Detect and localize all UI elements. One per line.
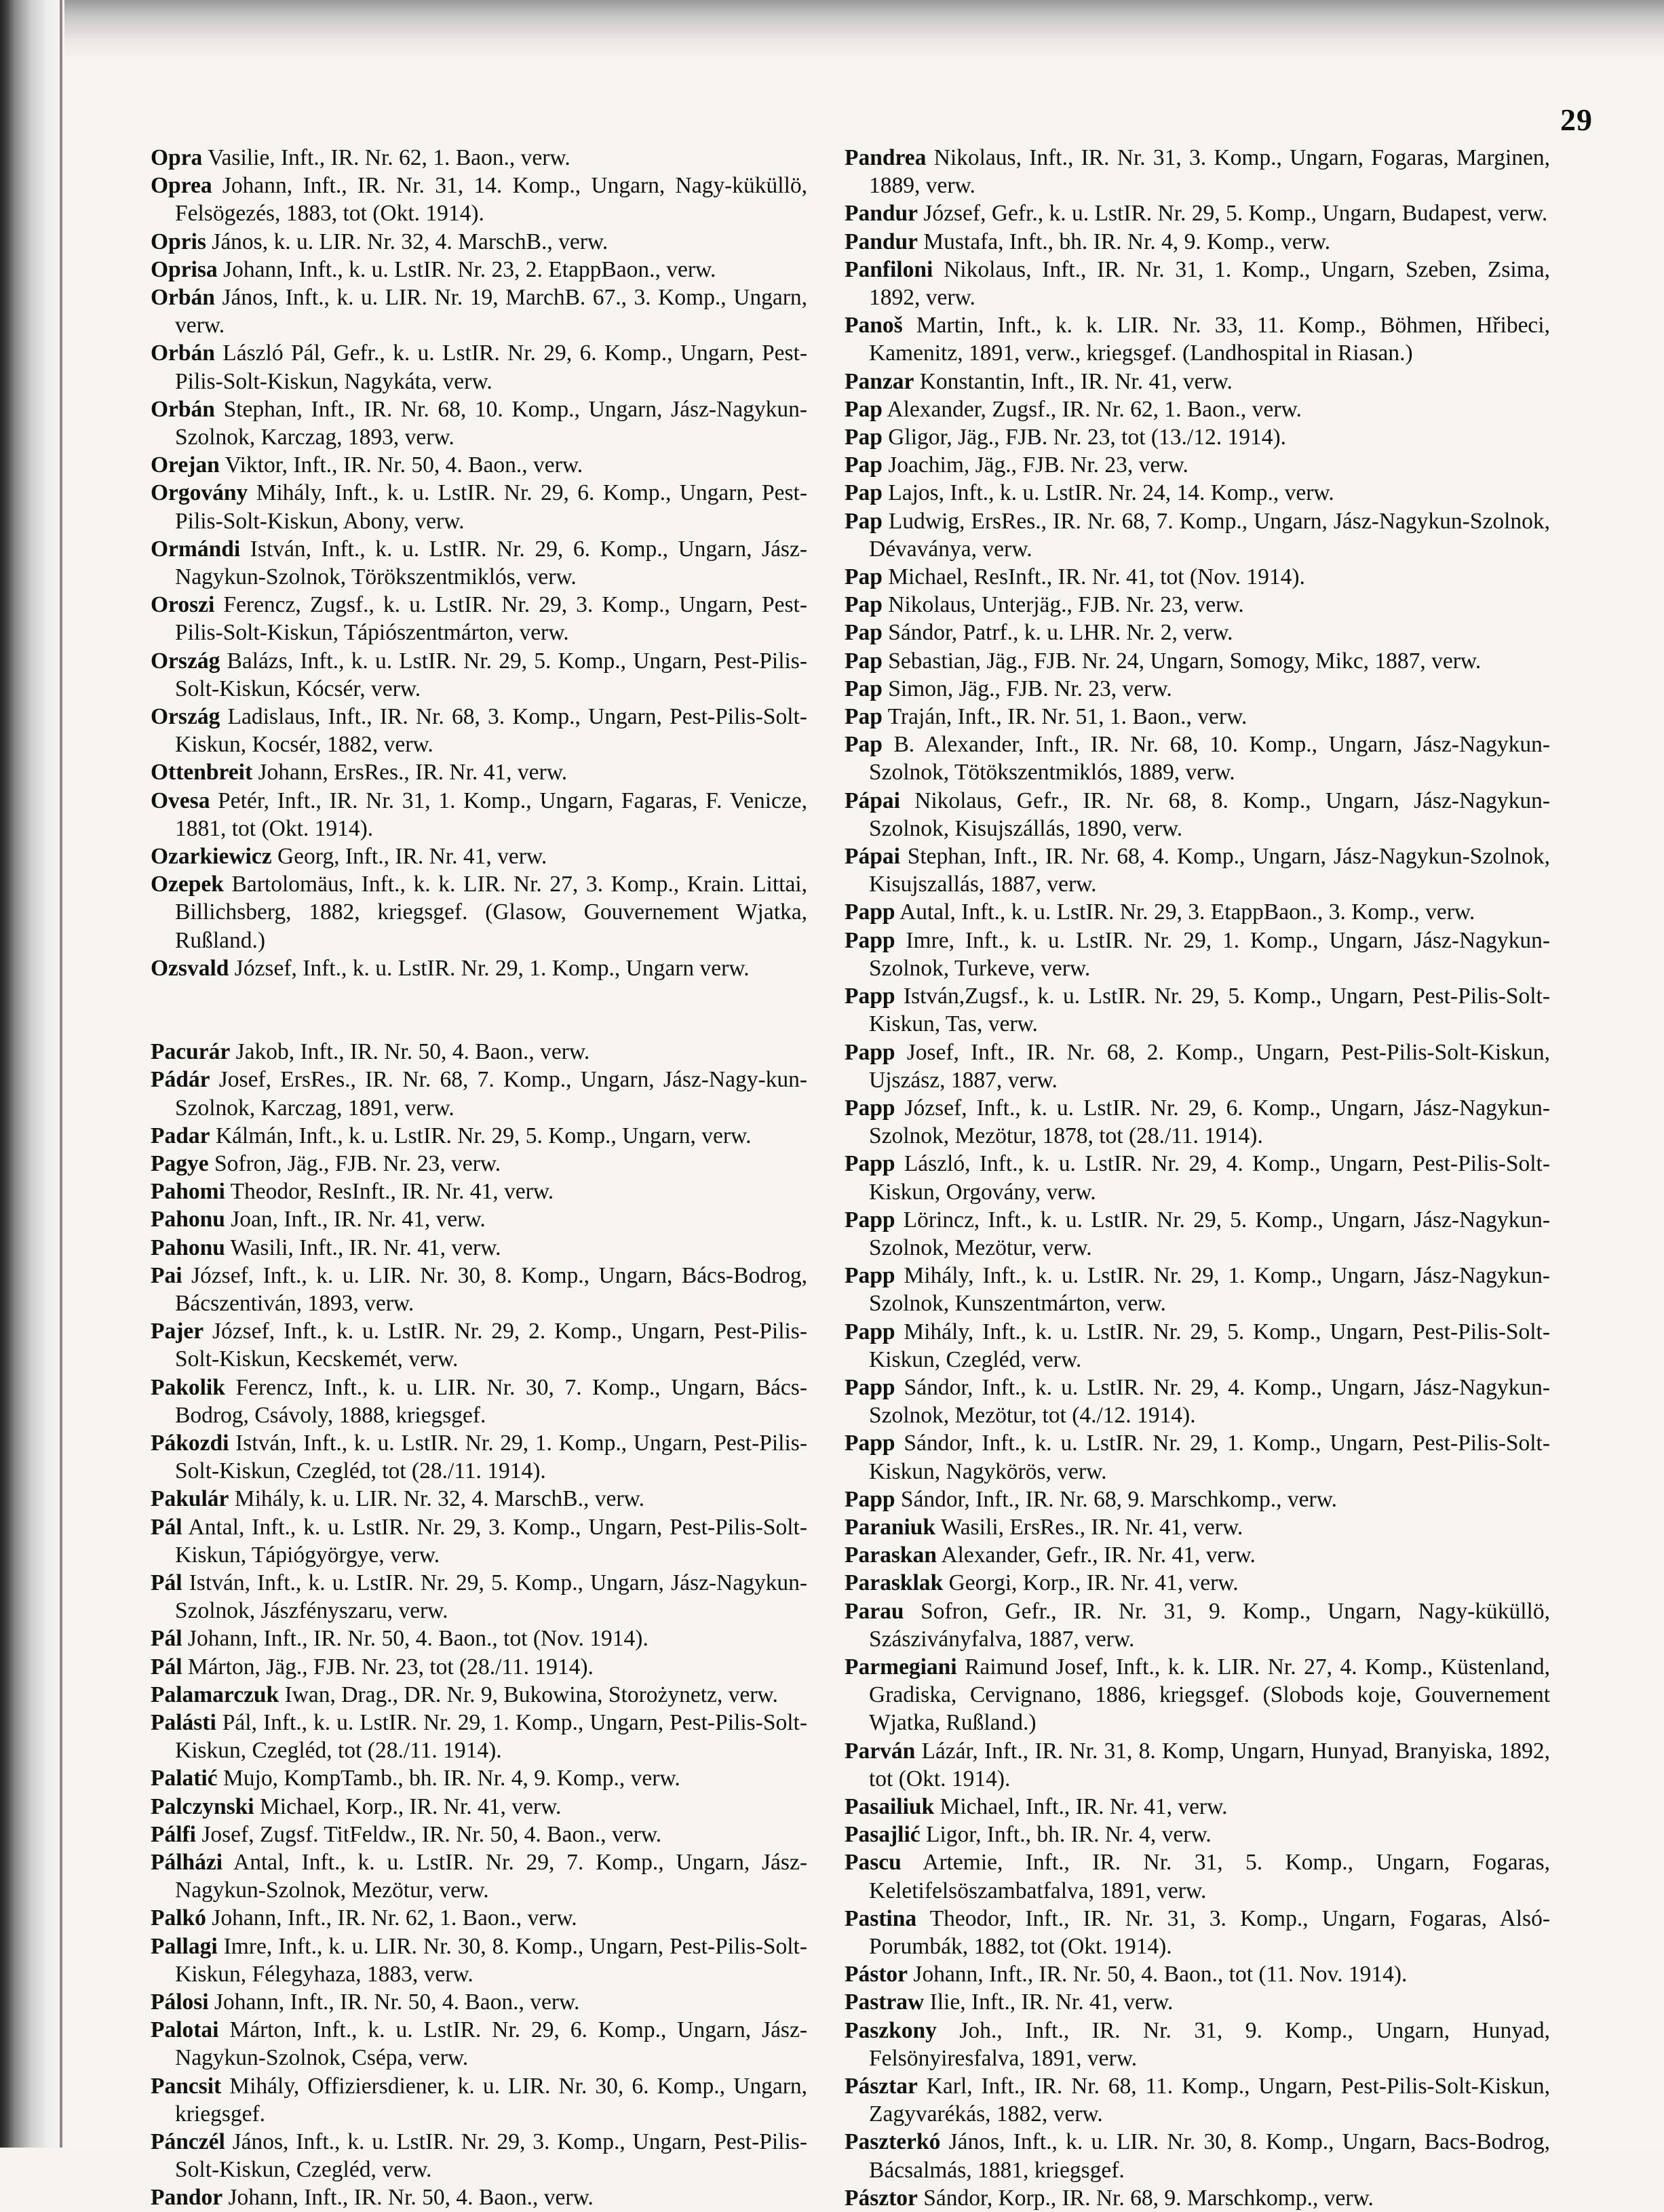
entry-surname: Paraniuk xyxy=(845,1514,936,1540)
entry-details: István, Inft., k. u. LstIR. Nr. 29, 1. Komp., Ungarn, Pest-Pilis-Solt-Kiskun, Czegléd, tot (28./11. 1914). xyxy=(175,1430,807,1484)
register-entry xyxy=(845,731,1550,786)
entry-surname: Pálfi xyxy=(151,1821,196,1847)
entry-surname: Pajer xyxy=(151,1319,204,1344)
register-entry xyxy=(151,1205,807,1233)
register-entry xyxy=(151,870,807,954)
entry-surname: Paszterkó xyxy=(845,2129,941,2155)
register-entry xyxy=(845,898,1550,926)
entry-surname: Oprea xyxy=(151,173,212,199)
register-entry xyxy=(845,199,1550,227)
register-entry xyxy=(151,228,807,256)
entry-details: Nikolaus, Unterjäg., FJB. Nr. 23, verw. xyxy=(882,592,1244,618)
entry-details: Johann, Inft., IR. Nr. 31, 14. Komp., Ungarn, Nagy-küküllö, Felsögezés, 1883, tot (Okt. 1914). xyxy=(175,173,807,227)
register-entry xyxy=(845,787,1550,842)
entry-details: Nikolaus, Inft., IR. Nr. 31, 1. Komp., Ungarn, Szeben, Zsima, 1892, verw. xyxy=(869,256,1550,311)
register-entry xyxy=(151,2016,807,2072)
register-entry xyxy=(845,703,1550,731)
entry-surname: Ozsvald xyxy=(151,955,229,981)
entry-details: Bartolomäus, Inft., k. k. LIR. Nr. 27, 3. Komp., Krain. Littai, Billichsberg, 1882, kriegsgef. (Glasow, Gouvernement Wjatka, Rußland.) xyxy=(175,872,807,953)
entry-details: Petér, Inft., IR. Nr. 31, 1. Komp., Ungarn, Fagaras, F. Venicze, 1881, tot (Okt. 1914). xyxy=(175,788,807,841)
register-entry xyxy=(151,1848,807,1904)
entry-surname: Papp xyxy=(845,1151,895,1177)
register-entry xyxy=(845,1848,1550,1904)
register-entry xyxy=(845,144,1550,199)
entry-details: Michael, ResInft., IR. Nr. 41, tot (Nov. 1914). xyxy=(882,564,1305,590)
entry-surname: Pápai xyxy=(845,788,900,813)
entry-surname: Pakulár xyxy=(151,1486,229,1512)
entry-surname: Papp xyxy=(845,1039,895,1065)
register-entry xyxy=(845,1262,1550,1317)
entry-surname: Pap xyxy=(845,425,883,450)
entry-details: Stephan, Inft., IR. Nr. 68, 10. Komp., Ungarn, Jász-Nagykun-Szolnok, Karczag, 1893, verw. xyxy=(175,396,807,450)
entry-surname: Pap xyxy=(845,508,883,534)
register-entry xyxy=(845,1821,1550,1848)
entry-surname: Pai xyxy=(151,1262,182,1288)
entry-surname: Papp xyxy=(845,1207,895,1233)
entry-details: Sándor, Inft., k. u. LstIR. Nr. 29, 1. Komp., Ungarn, Pest-Pilis-Solt-Kiskun, Nagykörös, verw. xyxy=(869,1431,1550,1484)
register-entry xyxy=(845,479,1550,507)
register-entry xyxy=(151,144,807,172)
entry-details: János, Inft., k. u. LstIR. Nr. 29, 3. Komp., Ungarn, Pest-Pilis-Solt-Kiskun, Czegléd, verw. xyxy=(175,2129,807,2183)
register-entry xyxy=(151,395,807,451)
entry-surname: Pásztar xyxy=(845,2074,918,2099)
entry-surname: Ovesa xyxy=(151,788,210,813)
register-entry xyxy=(151,172,807,227)
entry-details: József, Gefr., k. u. LstIR. Nr. 29, 5. Komp., Ungarn, Budapest, verw. xyxy=(917,201,1548,227)
register-entry xyxy=(845,1318,1550,1374)
register-entry xyxy=(845,1094,1550,1150)
entry-surname: Orbán xyxy=(151,341,215,366)
entry-details: Jakob, Inft., IR. Nr. 50, 4. Baon., verw. xyxy=(230,1039,590,1065)
entry-surname: Pandrea xyxy=(845,145,927,170)
entry-surname: Pap xyxy=(845,564,883,590)
entry-details: Ladislaus, Inft., IR. Nr. 68, 3. Komp., Ungarn, Pest-Pilis-Solt-Kiskun, Kocsér, 1882, verw. xyxy=(175,704,807,758)
entry-surname: Pap xyxy=(845,396,883,422)
entry-surname: Pástor xyxy=(845,1962,908,1987)
entry-details: Nikolaus, Gefr., IR. Nr. 68, 8. Komp., Ungarn, Jász-Nagykun-Szolnok, Kisujszállás, 1890, verw. xyxy=(869,788,1550,841)
register-entry xyxy=(151,1569,807,1625)
entry-surname: Pádár xyxy=(151,1067,210,1093)
entry-surname: Pandur xyxy=(845,201,918,227)
register-entry xyxy=(845,1150,1550,1205)
entry-details: Wasili, ErsRes., IR. Nr. 41, verw. xyxy=(935,1514,1243,1540)
entry-details: Antal, Inft., k. u. LstIR. Nr. 29, 7. Komp., Ungarn, Jász-Nagykun-Szolnok, Mezötur, verw. xyxy=(175,1849,807,1903)
register-entry xyxy=(845,1653,1550,1737)
entry-surname: Pálosi xyxy=(151,1990,209,2015)
entry-details: Mujo, KompTamb., bh. IR. Nr. 4, 9. Komp., verw. xyxy=(217,1766,680,1791)
register-entry xyxy=(151,1150,807,1178)
entry-details: János, Inft., k. u. LIR. Nr. 30, 8. Komp., Ungarn, Bacs-Bodrog, Bácsalmás, 1881, kriegsgef. xyxy=(869,2129,1550,2183)
entry-surname: Pál xyxy=(151,1514,182,1540)
entry-surname: Orejan xyxy=(151,452,220,478)
entry-details: Nikolaus, Inft., IR. Nr. 31, 3. Komp., Ungarn, Fogaras, Marginen, 1889, verw. xyxy=(869,145,1550,199)
entry-surname: Palczynski xyxy=(151,1793,254,1819)
entry-surname: Pap xyxy=(845,620,883,646)
register-entry xyxy=(845,1793,1550,1821)
entry-details: Josef, Inft., IR. Nr. 68, 2. Komp., Ungarn, Pest-Pilis-Solt-Kiskun, Ujszász, 1887, verw. xyxy=(869,1039,1550,1093)
entry-surname: Papp xyxy=(845,984,895,1009)
entry-surname: Palatić xyxy=(151,1766,218,1791)
entry-details: Stephan, Inft., IR. Nr. 68, 4. Komp., Ungarn, Jász-Nagykun-Szolnok, Kisujszallás, 1887, verw. xyxy=(869,844,1550,897)
entry-details: Lörincz, Inft., k. u. LstIR. Nr. 29, 5. Komp., Ungarn, Jász-Nagykun-Szolnok, Mezötur, verw. xyxy=(869,1207,1550,1260)
register-entry xyxy=(151,1821,807,1848)
entry-details: Autal, Inft., k. u. LstIR. Nr. 29, 3. EtappBaon., 3. Komp., verw. xyxy=(895,899,1475,925)
entry-details: Mihály, Offiziersdiener, k. u. LIR. Nr. 30, 6. Komp., Ungarn, kriegsgef. xyxy=(175,2073,807,2127)
entry-details: Iwan, Drag., DR. Nr. 9, Bukowina, Storożynetz, verw. xyxy=(279,1682,778,1707)
entry-surname: Papp xyxy=(845,927,895,953)
register-entry xyxy=(151,1066,807,1121)
register-entry xyxy=(845,256,1550,311)
entry-surname: Padar xyxy=(151,1123,210,1148)
entry-details: Sándor, Korp., IR. Nr. 68, 9. Marschkomp., verw. xyxy=(917,2185,1374,2211)
register-entry xyxy=(151,1485,807,1513)
entry-details: Sándor, Patrf., k. u. LHR. Nr. 2, verw. xyxy=(882,620,1233,646)
entry-details: Josef, ErsRes., IR. Nr. 68, 7. Komp., Ungarn, Jász-Nagy-kun-Szolnok, Karczag, 1891, verw. xyxy=(175,1067,807,1121)
entry-details: Johann, Inft., IR. Nr. 62, 1. Baon., verw. xyxy=(206,1905,577,1931)
entry-details: Mustafa, Inft., bh. IR. Nr. 4, 9. Komp., verw. xyxy=(917,229,1331,254)
register-entry xyxy=(845,1513,1550,1541)
register-entry xyxy=(845,368,1550,395)
entry-details: Johann, Inft., IR. Nr. 50, 4. Baon., verw. xyxy=(222,2185,594,2211)
register-entry xyxy=(845,982,1550,1038)
register-entry xyxy=(845,1541,1550,1569)
entry-details: Artemie, Inft., IR. Nr. 31, 5. Komp., Ungarn, Fogaras, Keletifelsöszambatfalva, 1891, verw. xyxy=(869,1850,1550,1903)
register-entry xyxy=(845,228,1550,256)
register-entry xyxy=(151,2072,807,2128)
register-entry xyxy=(151,1709,807,1764)
section-gap xyxy=(151,982,807,1038)
register-entry xyxy=(845,507,1550,563)
entry-details: Gligor, Jäg., FJB. Nr. 23, tot (13./12. 1914). xyxy=(882,425,1287,450)
entry-surname: Pastraw xyxy=(845,1990,925,2015)
register-entry xyxy=(151,1625,807,1652)
register-entry xyxy=(845,1486,1550,1513)
entry-surname: Palásti xyxy=(151,1709,216,1735)
entry-surname: Ozepek xyxy=(151,872,224,897)
scan-top-shadow xyxy=(0,0,1664,61)
entry-details: Georgi, Korp., IR. Nr. 41, verw. xyxy=(943,1570,1239,1596)
entry-surname: Pap xyxy=(845,480,883,506)
entry-surname: Pallagi xyxy=(151,1933,218,1959)
entry-details: István,Zugsf., k. u. LstIR. Nr. 29, 5. Komp., Ungarn, Pest-Pilis-Solt-Kiskun, Tas, verw. xyxy=(869,984,1550,1037)
entry-surname: Pahonu xyxy=(151,1207,225,1233)
entry-details: Johann, Inft., IR. Nr. 50, 4. Baon., tot (Nov. 1914). xyxy=(182,1626,649,1652)
entry-details: B. Alexander, Inft., IR. Nr. 68, 10. Komp., Ungarn, Jász-Nagykun-Szolnok, Tötökszentmiklós, 1889, verw. xyxy=(869,732,1550,785)
entry-surname: Ormándi xyxy=(151,536,241,562)
entry-details: Kálmán, Inft., k. u. LstIR. Nr. 29, 5. Komp., Ungarn, verw. xyxy=(210,1123,752,1148)
entry-surname: Orgovány xyxy=(151,480,248,506)
entry-details: Theodor, Inft., IR. Nr. 31, 3. Komp., Ungarn, Fogaras, Alsó-Porumbák, 1882, tot (Okt. 1914). xyxy=(869,1905,1550,1959)
register-entry xyxy=(151,1653,807,1681)
register-entry xyxy=(845,423,1550,451)
entry-surname: Pápai xyxy=(845,844,900,870)
entry-details: Balázs, Inft., k. u. LstIR. Nr. 29, 5. Komp., Ungarn, Pest-Pilis-Solt-Kiskun, Kócsér, verw. xyxy=(175,648,807,701)
entry-surname: Palotai xyxy=(151,2017,219,2043)
entry-details: Johann, Inft., IR. Nr. 50, 4. Baon., tot (11. Nov. 1914). xyxy=(908,1962,1408,1987)
entry-surname: Pálházi xyxy=(151,1849,223,1875)
register-entry xyxy=(151,758,807,786)
entry-details: Sebastian, Jäg., FJB. Nr. 24, Ungarn, Somogy, Mikc, 1887, verw. xyxy=(882,648,1482,674)
entry-surname: Palkó xyxy=(151,1905,206,1931)
scan-binding-shadow xyxy=(0,0,64,2148)
entry-surname: Pap xyxy=(845,732,883,758)
entry-surname: Pandur xyxy=(845,229,918,254)
page-number: 29 xyxy=(1560,102,1593,137)
entry-details: Mihály, Inft., k. u. LstIR. Nr. 29, 5. Komp., Ungarn, Pest-Pilis-Solt-Kiskun, Czegléd, verw. xyxy=(869,1319,1550,1372)
register-entry xyxy=(845,1569,1550,1597)
register-entry xyxy=(845,311,1550,367)
entry-surname: Papp xyxy=(845,1431,895,1456)
entry-details: Imre, Inft., k. u. LstIR. Nr. 29, 1. Komp., Ungarn, Jász-Nagykun-Szolnok, Turkeve, verw. xyxy=(869,927,1550,981)
register-entry xyxy=(845,647,1550,675)
entry-details: József, Inft., k. u. LstIR. Nr. 29, 2. Komp., Ungarn, Pest-Pilis-Solt-Kiskun, Kecskemét, verw. xyxy=(175,1319,807,1372)
entry-details: Michael, Korp., IR. Nr. 41, verw. xyxy=(254,1793,562,1819)
register-entry xyxy=(151,591,807,646)
entry-details: Ferencz, Zugsf., k. u. LstIR. Nr. 29, 3. Komp., Ungarn, Pest-Pilis-Solt-Kiskun, Tápiószentmárton, verw. xyxy=(175,592,807,646)
entry-details: Mihály, Inft., k. u. LstIR. Nr. 29, 1. Komp., Ungarn, Jász-Nagykun-Szolnok, Kunszentmárton, verw. xyxy=(869,1263,1550,1317)
entry-details: Johann, ErsRes., IR. Nr. 41, verw. xyxy=(252,760,568,785)
entry-surname: Pastina xyxy=(845,1905,917,1931)
entry-surname: Opra xyxy=(151,145,203,170)
entry-details: Johann, Inft., k. u. LstIR. Nr. 23, 2. EtappBaon., verw. xyxy=(217,256,716,282)
register-entry xyxy=(845,619,1550,646)
entry-surname: Papp xyxy=(845,1319,895,1344)
entry-surname: Pap xyxy=(845,676,883,701)
entry-surname: Orbán xyxy=(151,285,215,311)
register-entry xyxy=(151,1374,807,1429)
entry-surname: Ozarkiewicz xyxy=(151,844,272,870)
entry-surname: Parau xyxy=(845,1598,904,1624)
entry-details: János, Inft., k. u. LIR. Nr. 19, MarchB. 67., 3. Komp., Ungarn, verw. xyxy=(175,285,807,338)
entry-details: Sofron, Gefr., IR. Nr. 31, 9. Komp., Ungarn, Nagy-küküllö, Szásziványfalva, 1887, verw. xyxy=(869,1598,1550,1652)
register-entry xyxy=(845,1039,1550,1094)
right-column xyxy=(845,144,1550,2212)
entry-surname: Pásztor xyxy=(845,2185,918,2211)
register-entry xyxy=(845,2184,1550,2212)
entry-details: Sándor, Inft., k. u. LstIR. Nr. 29, 4. Komp., Ungarn, Jász-Nagykun-Szolnok, Mezötur, tot (4./12. 1914). xyxy=(869,1374,1550,1429)
register-entry xyxy=(151,1988,807,2016)
scan-binding-line xyxy=(60,0,62,2148)
entry-surname: Oroszi xyxy=(151,592,215,618)
entry-details: Mihály, k. u. LIR. Nr. 32, 4. MarschB., verw. xyxy=(229,1486,644,1512)
entry-surname: Panoš xyxy=(845,313,903,338)
register-entry xyxy=(845,1737,1550,1793)
register-entry xyxy=(151,2128,807,2184)
entry-details: Joachim, Jäg., FJB. Nr. 23, verw. xyxy=(882,452,1188,478)
entry-details: Michael, Inft., IR. Nr. 41, verw. xyxy=(934,1793,1228,1819)
entry-details: Lajos, Inft., k. u. LstIR. Nr. 24, 14. Komp., verw. xyxy=(882,480,1334,506)
register-entry xyxy=(151,1038,807,1066)
register-entry xyxy=(151,1513,807,1569)
register-entry xyxy=(845,591,1550,619)
entry-surname: Pagye xyxy=(151,1150,209,1176)
register-entry xyxy=(151,1933,807,1988)
entry-surname: Parmegiani xyxy=(845,1654,957,1680)
entry-details: Karl, Inft., IR. Nr. 68, 11. Komp., Ungarn, Pest-Pilis-Solt-Kiskun, Zagyvarékás, 1882, verw. xyxy=(869,2074,1550,2127)
entry-surname: Pap xyxy=(845,704,883,730)
entry-details: István, Inft., k. u. LstIR. Nr. 29, 5. Komp., Ungarn, Jász-Nagykun-Szolnok, Jászfényszaru, verw. xyxy=(175,1570,807,1624)
entry-details: Konstantin, Inft., IR. Nr. 41, verw. xyxy=(914,368,1233,394)
entry-details: Antal, Inft., k. u. LstIR. Nr. 29, 3. Komp., Ungarn, Pest-Pilis-Solt-Kiskun, Tápiógyörgye, verw. xyxy=(175,1514,807,1568)
entry-surname: Pál xyxy=(151,1626,182,1652)
entry-details: István, Inft., k. u. LstIR. Nr. 29, 6. Komp., Ungarn, Jász-Nagykun-Szolnok, Törökszentmiklós, verw. xyxy=(175,536,807,590)
entry-surname: Papp xyxy=(845,1374,895,1400)
entry-surname: Oprisa xyxy=(151,256,218,282)
entry-details: Martin, Inft., k. k. LIR. Nr. 33, 11. Komp., Böhmen, Hřibeci, Kamenitz, 1891, verw., kriegsgef. (Landhospital in Riasan.) xyxy=(869,313,1550,366)
entry-surname: Ország xyxy=(151,648,220,674)
entry-details: Georg, Inft., IR. Nr. 41, verw. xyxy=(271,844,547,870)
entry-surname: Pánczél xyxy=(151,2129,225,2155)
entry-details: László Pál, Gefr., k. u. LstIR. Nr. 29, 6. Komp., Ungarn, Pest-Pilis-Solt-Kiskun, Nagykáta, verw. xyxy=(175,341,807,394)
register-entry xyxy=(845,1597,1550,1653)
entry-surname: Papp xyxy=(845,1095,895,1121)
entry-surname: Pál xyxy=(151,1570,182,1595)
register-entry xyxy=(845,842,1550,898)
register-entry xyxy=(845,2128,1550,2184)
entry-surname: Paraskan xyxy=(845,1542,937,1568)
entry-surname: Pakolik xyxy=(151,1374,225,1400)
entry-details: Ligor, Inft., bh. IR. Nr. 4, verw. xyxy=(920,1822,1212,1848)
entry-surname: Parván xyxy=(845,1738,916,1764)
entry-surname: Panzar xyxy=(845,368,914,394)
register-entry xyxy=(151,1317,807,1373)
entry-surname: Pasailiuk xyxy=(845,1793,935,1819)
entry-surname: Pacurár xyxy=(151,1039,231,1065)
register-entry xyxy=(151,954,807,982)
register-entry xyxy=(845,1905,1550,1960)
register-entry xyxy=(845,2072,1550,2128)
entry-surname: Pancsit xyxy=(151,2073,222,2099)
register-entry xyxy=(151,2184,807,2211)
register-entry xyxy=(151,1122,807,1150)
entry-details: János, k. u. LIR. Nr. 32, 4. MarschB., verw. xyxy=(206,229,608,254)
register-entry xyxy=(845,1988,1550,2016)
register-entry xyxy=(151,535,807,591)
register-entry xyxy=(151,1429,807,1485)
register-entry xyxy=(151,1234,807,1262)
entry-details: Joan, Inft., IR. Nr. 41, verw. xyxy=(225,1207,486,1233)
register-entry xyxy=(151,1262,807,1317)
register-entry xyxy=(845,395,1550,423)
register-entry xyxy=(845,927,1550,982)
register-entry xyxy=(151,647,807,703)
register-entry xyxy=(845,451,1550,479)
register-entry xyxy=(845,675,1550,703)
register-entry xyxy=(151,1904,807,1932)
register-entry xyxy=(151,1793,807,1821)
entry-surname: Pasajlić xyxy=(845,1822,921,1848)
entry-surname: Papp xyxy=(845,1263,895,1289)
register-entry xyxy=(845,1206,1550,1262)
entry-details: Ilie, Inft., IR. Nr. 41, verw. xyxy=(924,1990,1174,2015)
entry-surname: Papp xyxy=(845,1486,895,1512)
left-column xyxy=(151,144,807,2212)
entry-details: Sándor, Inft., IR. Nr. 68, 9. Marschkomp., verw. xyxy=(895,1486,1337,1512)
register-entry xyxy=(845,1374,1550,1429)
entry-details: Imre, Inft., k. u. LIR. Nr. 30, 8. Komp., Ungarn, Pest-Pilis-Solt-Kiskun, Félegyhaza, 1883, verw. xyxy=(175,1933,807,1987)
register-entry xyxy=(845,563,1550,591)
entry-details: Simon, Jäg., FJB. Nr. 23, verw. xyxy=(882,676,1172,701)
entry-details: Mihály, Inft., k. u. LstIR. Nr. 29, 6. Komp., Ungarn, Pest-Pilis-Solt-Kiskun, Abony, verw. xyxy=(175,480,807,534)
entry-surname: Pap xyxy=(845,648,883,674)
entry-surname: Pap xyxy=(845,452,883,478)
entry-details: József, Inft., k. u. LstIR. Nr. 29, 6. Komp., Ungarn, Jász-Nagykun-Szolnok, Mezötur, 1878, tot (28./11. 1914). xyxy=(869,1095,1550,1149)
entry-details: Josef, Zugsf. TitFeldw., IR. Nr. 50, 4. Baon., verw. xyxy=(195,1821,662,1847)
entry-surname: Parasklak xyxy=(845,1570,944,1596)
entry-details: Theodor, ResInft., IR. Nr. 41, verw. xyxy=(225,1179,554,1205)
register-entry xyxy=(151,1681,807,1709)
register-entry xyxy=(151,451,807,479)
entry-details: Márton, Jäg., FJB. Nr. 23, tot (28./11. 1914). xyxy=(182,1654,594,1680)
entry-surname: Pahomi xyxy=(151,1179,225,1205)
entry-details: József, Inft., k. u. LIR. Nr. 30, 8. Komp., Ungarn, Bács-Bodrog, Bácszentiván, 1893, verw. xyxy=(175,1262,807,1316)
entry-details: Ferencz, Inft., k. u. LIR. Nr. 30, 7. Komp., Ungarn, Bács-Bodrog, Csávoly, 1888, kriegsgef. xyxy=(175,1374,807,1428)
entry-surname: Pascu xyxy=(845,1850,902,1876)
entry-details: Márton, Inft., k. u. LstIR. Nr. 29, 6. Komp., Ungarn, Jász-Nagykun-Szolnok, Csépa, verw. xyxy=(175,2017,807,2071)
entry-details: József, Inft., k. u. LstIR. Nr. 29, 1. Komp., Ungarn verw. xyxy=(229,955,750,981)
register-entry xyxy=(151,842,807,870)
register-entry xyxy=(151,479,807,535)
entry-surname: Ország xyxy=(151,704,220,730)
entry-surname: Opris xyxy=(151,229,206,254)
entry-surname: Ottenbreit xyxy=(151,760,253,785)
entry-details: Traján, Inft., IR. Nr. 51, 1. Baon., verw. xyxy=(882,704,1247,730)
entry-details: László, Inft., k. u. LstIR. Nr. 29, 4. Komp., Ungarn, Pest-Pilis-Solt-Kiskun, Orgovány, verw. xyxy=(869,1151,1550,1205)
entry-surname: Pákozdi xyxy=(151,1430,229,1456)
entry-details: Johann, Inft., IR. Nr. 50, 4. Baon., verw. xyxy=(208,1990,580,2015)
entry-details: Ludwig, ErsRes., IR. Nr. 68, 7. Komp., Ungarn, Jász-Nagykun-Szolnok, Dévaványa, verw. xyxy=(869,508,1550,562)
register-entry xyxy=(151,256,807,284)
register-entry xyxy=(845,1960,1550,1988)
register-entry xyxy=(151,1178,807,1205)
register-entry xyxy=(151,1764,807,1792)
register-entry xyxy=(151,787,807,842)
register-entry xyxy=(845,2017,1550,2072)
entry-details: Alexander, Gefr., IR. Nr. 41, verw. xyxy=(936,1542,1256,1568)
entry-surname: Panfiloni xyxy=(845,256,933,282)
entry-surname: Pahonu xyxy=(151,1235,225,1260)
entry-surname: Pandor xyxy=(151,2185,223,2211)
entry-details: Vasilie, Inft., IR. Nr. 62, 1. Baon., verw. xyxy=(202,145,570,170)
register-entry xyxy=(151,703,807,758)
entry-details: Alexander, Zugsf., IR. Nr. 62, 1. Baon., verw. xyxy=(882,396,1302,422)
register-entry xyxy=(151,339,807,395)
entry-surname: Orbán xyxy=(151,396,215,422)
entry-surname: Pál xyxy=(151,1654,182,1680)
entry-surname: Paszkony xyxy=(845,2017,937,2043)
entry-details: Sofron, Jäg., FJB. Nr. 23, verw. xyxy=(208,1150,501,1176)
entry-details: Joh., Inft., IR. Nr. 31, 9. Komp., Ungarn, Hunyad, Felsönyiresfalva, 1891, verw. xyxy=(869,2017,1550,2071)
entry-details: Pál, Inft., k. u. LstIR. Nr. 29, 1. Komp., Ungarn, Pest-Pilis-Solt-Kiskun, Czegléd, tot (28./11. 1914). xyxy=(175,1709,807,1764)
register-entry xyxy=(845,1429,1550,1485)
entry-surname: Palamarczuk xyxy=(151,1682,279,1707)
register-entry xyxy=(151,284,807,339)
entry-surname: Papp xyxy=(845,899,895,925)
entry-surname: Pap xyxy=(845,592,883,618)
entry-details: Raimund Josef, Inft., k. k. LIR. Nr. 27, 4. Komp., Küstenland, Gradiska, Cervignano, 1886, kriegsgef. (Slobods koje, Gouvernement Wjatka, Rußland.) xyxy=(869,1654,1550,1736)
entry-details: Viktor, Inft., IR. Nr. 50, 4. Baon., verw. xyxy=(219,452,583,478)
entry-details: Lázár, Inft., IR. Nr. 31, 8. Komp, Ungarn, Hunyad, Branyiska, 1892, tot (Okt. 1914). xyxy=(869,1738,1550,1791)
entry-details: Wasili, Inft., IR. Nr. 41, verw. xyxy=(225,1235,501,1260)
